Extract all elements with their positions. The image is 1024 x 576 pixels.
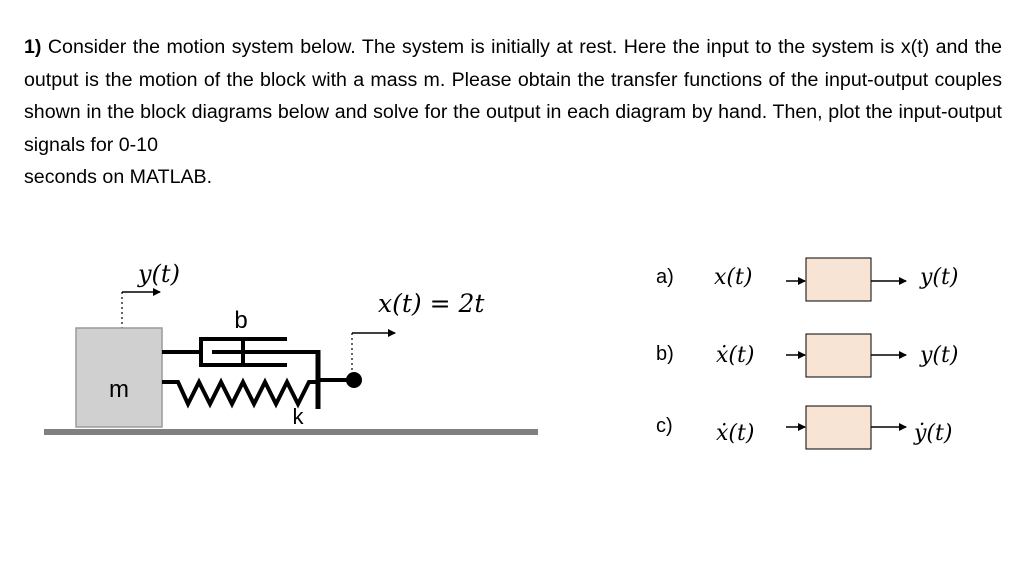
problem-text: Consider the motion system below. The system is initially at rest. Here the input to the system is x(t) and the output is the motion of the block with a mass m. Please obtain the transfer functions of the input-output couples shown in the block diagrams below and solve for the output in each diagram by hand. Then, plot the input-output signals for 0-10: [24, 36, 1002, 156]
spring: [162, 382, 318, 404]
problem-number: 1): [24, 36, 42, 58]
diagram-b-label: b): [656, 343, 674, 365]
block-diagram-b: [656, 334, 958, 377]
diagram-c-label: c): [656, 415, 673, 437]
ground: [44, 429, 538, 435]
diagram-a-input: x(t): [714, 265, 753, 290]
input-equation: x(t) = 2t: [378, 289, 485, 318]
diagram-b-input: ẋ(t): [716, 343, 755, 368]
diagram-b-block: [806, 334, 871, 377]
problem-text-end: seconds on MATLAB.: [24, 166, 213, 188]
mechanical-system: [44, 260, 538, 435]
damper-label: b: [234, 307, 248, 334]
diagram-c-input: ẋ(t): [716, 421, 755, 446]
diagram-a-block: [806, 258, 871, 301]
output-y-label: y(t): [138, 260, 180, 288]
spring-label: k: [292, 404, 304, 429]
mass-label: m: [109, 376, 129, 403]
diagram-a-label: a): [656, 266, 674, 288]
diagram-a-output: y(t): [920, 265, 959, 290]
diagram-c-output: ẏ(t): [914, 421, 953, 446]
block-diagram-c: [656, 406, 952, 449]
diagram-b-output: y(t): [920, 343, 959, 368]
diagram-c-block: [806, 406, 871, 449]
damper: [162, 337, 316, 367]
input-node: [346, 372, 362, 388]
block-diagram-a: [656, 258, 958, 301]
